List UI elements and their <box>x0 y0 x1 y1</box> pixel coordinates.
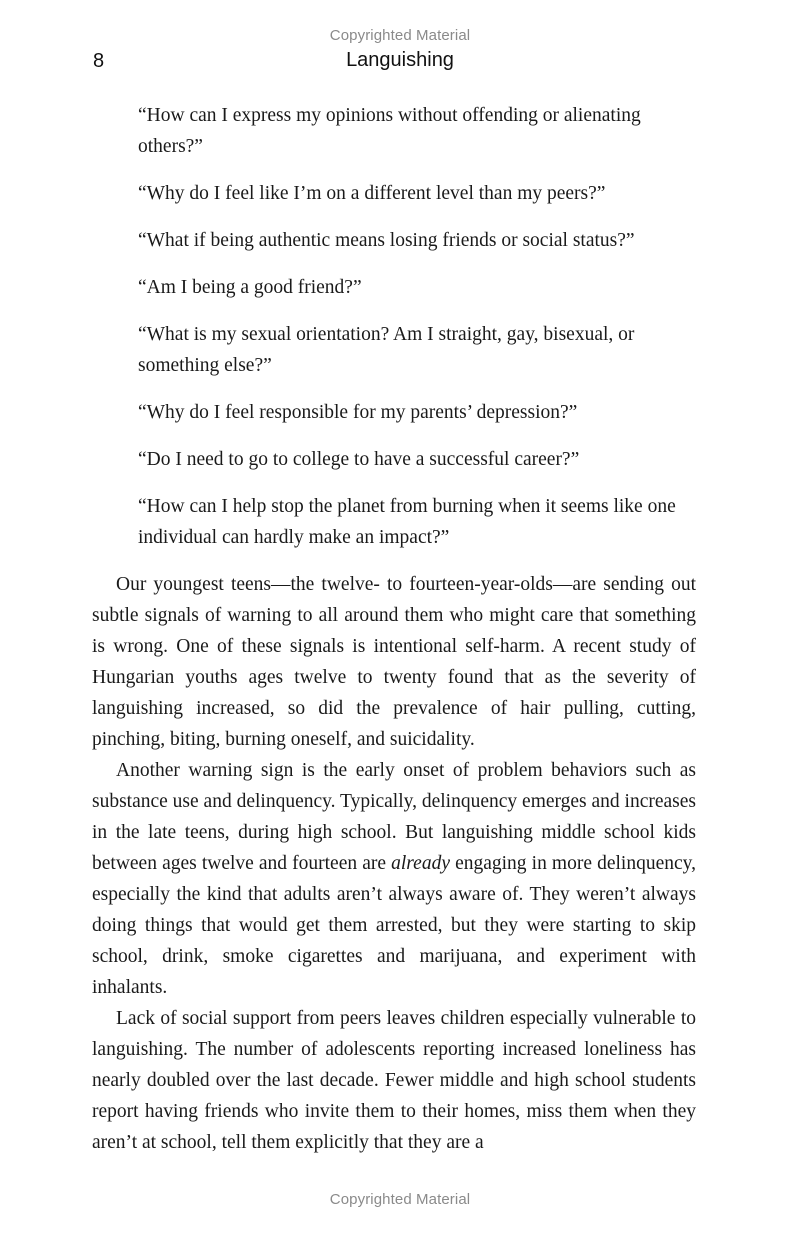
copyright-watermark-top: Copyrighted Material <box>329 27 471 44</box>
running-head-title: Languishing <box>346 49 454 71</box>
paragraph-text: engaging in more delinquency, especially the kind that adults aren’t always aware of. They weren’t always doing things that would get them arrested, but they were starting to skip school, drink, smoke cigarettes and marijuana, and experiment with inhalants. <box>92 853 696 998</box>
copyright-watermark-bottom: Copyrighted Material <box>329 1191 471 1208</box>
question-item: “What if being authentic means losing friends or social status?” <box>138 230 635 251</box>
paragraph-warning-sign <box>92 755 696 1003</box>
paragraph-youngest-teens: Our youngest teens—the twelve- to fourteen-year-olds—are sending out subtle signals of warning to all around them who might care that something is wrong. One of these signals is intentional self-harm. A recent study of Hungarian youths ages twelve to twenty found that as the severity of languishing increased, so did the prevalence of hair pulling, cutting, pinching, biting, burning oneself, and suicidality. <box>92 574 696 750</box>
question-item: “Why do I feel responsible for my parents’ depression?” <box>138 402 578 423</box>
page-number: 8 <box>93 50 105 72</box>
question-item: “Am I being a good friend?” <box>138 277 362 298</box>
emphasis-text: already <box>391 853 450 874</box>
question-item: “Do I need to go to college to have a successful career?” <box>138 449 580 470</box>
paragraph-text: Another warning sign is the early onset of problem behaviors such as substance use and delinquency. Typically, delinquency emerges and increases in the late teens, during high school. But languishing middle school kids between ages twelve and fourteen are <box>92 760 697 874</box>
question-item: “What is my sexual orientation? Am I straight, gay, bisexual, or something else?” <box>138 324 635 376</box>
question-item: “How can I express my opinions without offending or alienating others?” <box>138 105 641 157</box>
question-item: “Why do I feel like I’m on a different level than my peers?” <box>138 183 606 204</box>
question-list <box>138 100 698 569</box>
question-item: “How can I help stop the planet from burning when it seems like one individual can hardly make an impact?” <box>138 496 676 548</box>
paragraph-social-support: Lack of social support from peers leaves children especially vulnerable to languishing. The number of adolescents reporting increased loneliness has nearly doubled over the last decade. Fewer middle and high school students report having friends who invite them to their homes, miss them when they aren’t at school, tell them explicitly that they are a <box>92 1008 696 1153</box>
body-text <box>92 569 696 1158</box>
